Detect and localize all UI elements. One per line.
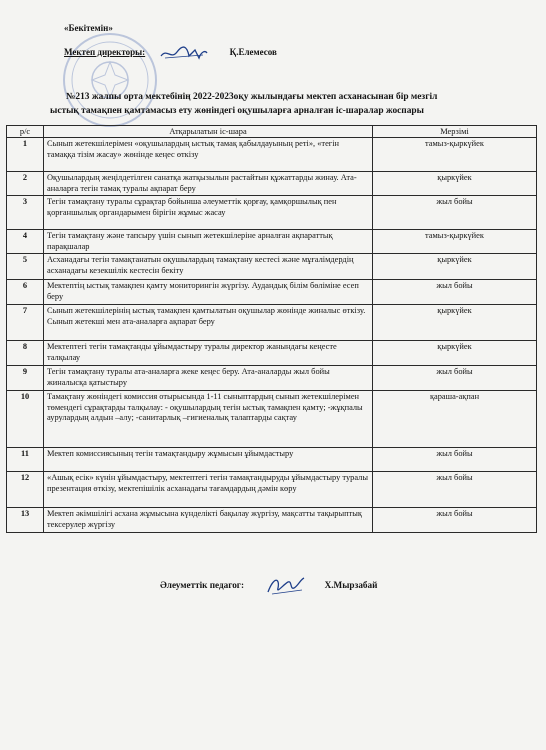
- row-activity: Тегін тамақтану туралы ата-аналарға жеке кеңес беру. Ата-аналарды жыл бойы жиналысқа қатыстыру: [44, 366, 373, 391]
- header-deadline: Мерзімі: [373, 126, 537, 138]
- table-row: [7, 196, 537, 230]
- row-number: 1: [7, 138, 44, 172]
- approval-signature-line: [64, 44, 277, 57]
- activity-plan-table: [6, 125, 537, 533]
- table-row: [7, 305, 537, 341]
- approval-heading: «Бекітемін»: [64, 23, 113, 33]
- row-deadline: тамыз-қыркүйек: [373, 230, 537, 254]
- row-activity: Тегін тамақтану және тапсыру үшін сынып жетекшілеріне арналған ақпараттық парақшалар: [44, 230, 373, 254]
- row-activity: «Ашық есік» күнін ұйымдастыру, мектептегі тегін тамақтандыруды ұйымдастыру туралы презентация өткізу, мектепішілік асханадағы тағамдардың дәмін көру: [44, 472, 373, 508]
- table-row: [7, 508, 537, 533]
- row-activity: Мектеп комиссиясының тегін тамақтандыру жұмысын ұйымдастыру: [44, 448, 373, 472]
- table-row: [7, 341, 537, 366]
- row-deadline: қараша-ақпан: [373, 391, 537, 448]
- table-row: [7, 138, 537, 172]
- approval-block: [64, 22, 277, 57]
- row-number: 10: [7, 391, 44, 448]
- row-deadline: жыл бойы: [373, 196, 537, 230]
- row-activity: Сынып жетекшілерімен «оқушылардың ыстық тамақ қабылдауының реті», «тегін тамаққа тізім жасау» жөнінде кеңес өткізу: [44, 138, 373, 172]
- row-deadline: қыркүйек: [373, 305, 537, 341]
- row-number: 5: [7, 254, 44, 280]
- table-row: [7, 280, 537, 305]
- table-row: [7, 472, 537, 508]
- pedagogue-signature: [264, 574, 308, 598]
- row-number: 6: [7, 280, 44, 305]
- row-deadline: жыл бойы: [373, 366, 537, 391]
- table-row: [7, 448, 537, 472]
- row-number: 11: [7, 448, 44, 472]
- row-deadline: жыл бойы: [373, 508, 537, 533]
- row-deadline: тамыз-қыркүйек: [373, 138, 537, 172]
- title-line-2: ыстық тамақпен қамтамасыз ету жөніндегі оқушыларға арналған іс-шаралар жоспары: [50, 106, 424, 116]
- row-number: 12: [7, 472, 44, 508]
- row-activity: Тамақтану жөніндегі комиссия отырысында 1-11 сыныптардың сынып жетекшілерімен төмендегі сұрақтарды талқылау: - оқушылардың тегін ыстық тамақпен қамту; -жұқпалы аурулардың алдын –алу; -санитарлық –гигиеналық талаптарды сақтау: [44, 391, 373, 448]
- document-title: [50, 90, 520, 118]
- table-row: [7, 230, 537, 254]
- row-activity: Тегін тамақтану туралы сұрақтар бойынша әлеуметтік қорғау, қамқоршылық пен қорғаншылық органдарымен бірігін жұмыс жасау: [44, 196, 373, 230]
- row-activity: Сынып жетекшілерінің ыстық тамақпен қамтылатын оқушылар жөнінде жиналыс өткізу. Сынып жетекші мен ата-аналарға ақпарат беру: [44, 305, 373, 341]
- header-number: р/с: [7, 126, 44, 138]
- row-deadline: жыл бойы: [373, 280, 537, 305]
- row-deadline: қыркүйек: [373, 254, 537, 280]
- director-signature: [159, 44, 209, 62]
- director-name: Қ.Елемесов: [229, 47, 277, 58]
- social-pedagogue-name: Х.Мырзабай: [324, 580, 378, 591]
- title-line-1: №213 жалпы орта мектебінің 2022-2023оқу жылындағы мектеп асханасынан бір мезгіл: [66, 92, 438, 102]
- table-row: [7, 366, 537, 391]
- row-deadline: жыл бойы: [373, 448, 537, 472]
- row-activity: Мектеп әкімшілігі асхана жұмысына күнделікті бақылау жүргізу, мақсатты тақырыптық тексерулер жүргізу: [44, 508, 373, 533]
- table-row: [7, 172, 537, 196]
- footer-signature-line: [160, 574, 377, 598]
- row-number: 13: [7, 508, 44, 533]
- row-activity: Асханадағы тегін тамақтанатын оқушылардың тамақтану кестесі және мұғалімдердің асханадағы кезекшілік кестесін бекіту: [44, 254, 373, 280]
- table-row: [7, 391, 537, 448]
- row-number: 3: [7, 196, 44, 230]
- row-number: 8: [7, 341, 44, 366]
- row-number: 4: [7, 230, 44, 254]
- social-pedagogue-role: Әлеуметтік педагог:: [160, 580, 245, 591]
- table-row: [7, 254, 537, 280]
- row-activity: Мектептегі тегін тамақтанды ұйымдастыру туралы директор жанындағы кеңесте талқылау: [44, 341, 373, 366]
- row-deadline: қыркүйек: [373, 172, 537, 196]
- row-number: 9: [7, 366, 44, 391]
- row-activity: Мектептің ыстық тамақпен қамту мониторингін жүргізу. Аудандық білім бөліміне есеп беру: [44, 280, 373, 305]
- header-activity: Атқарылатын іс-шара: [44, 126, 373, 138]
- director-role: Мектеп директоры:: [64, 47, 146, 58]
- row-number: 2: [7, 172, 44, 196]
- row-deadline: жыл бойы: [373, 472, 537, 508]
- row-number: 7: [7, 305, 44, 341]
- table-header-row: [7, 126, 537, 138]
- row-deadline: қыркүйек: [373, 341, 537, 366]
- row-activity: Оқушылардың жеңілдетілген санатқа жатқызылын растайтын құжаттарды жинау. Ата-аналарға тегін тамақ туралы ақпарат беру: [44, 172, 373, 196]
